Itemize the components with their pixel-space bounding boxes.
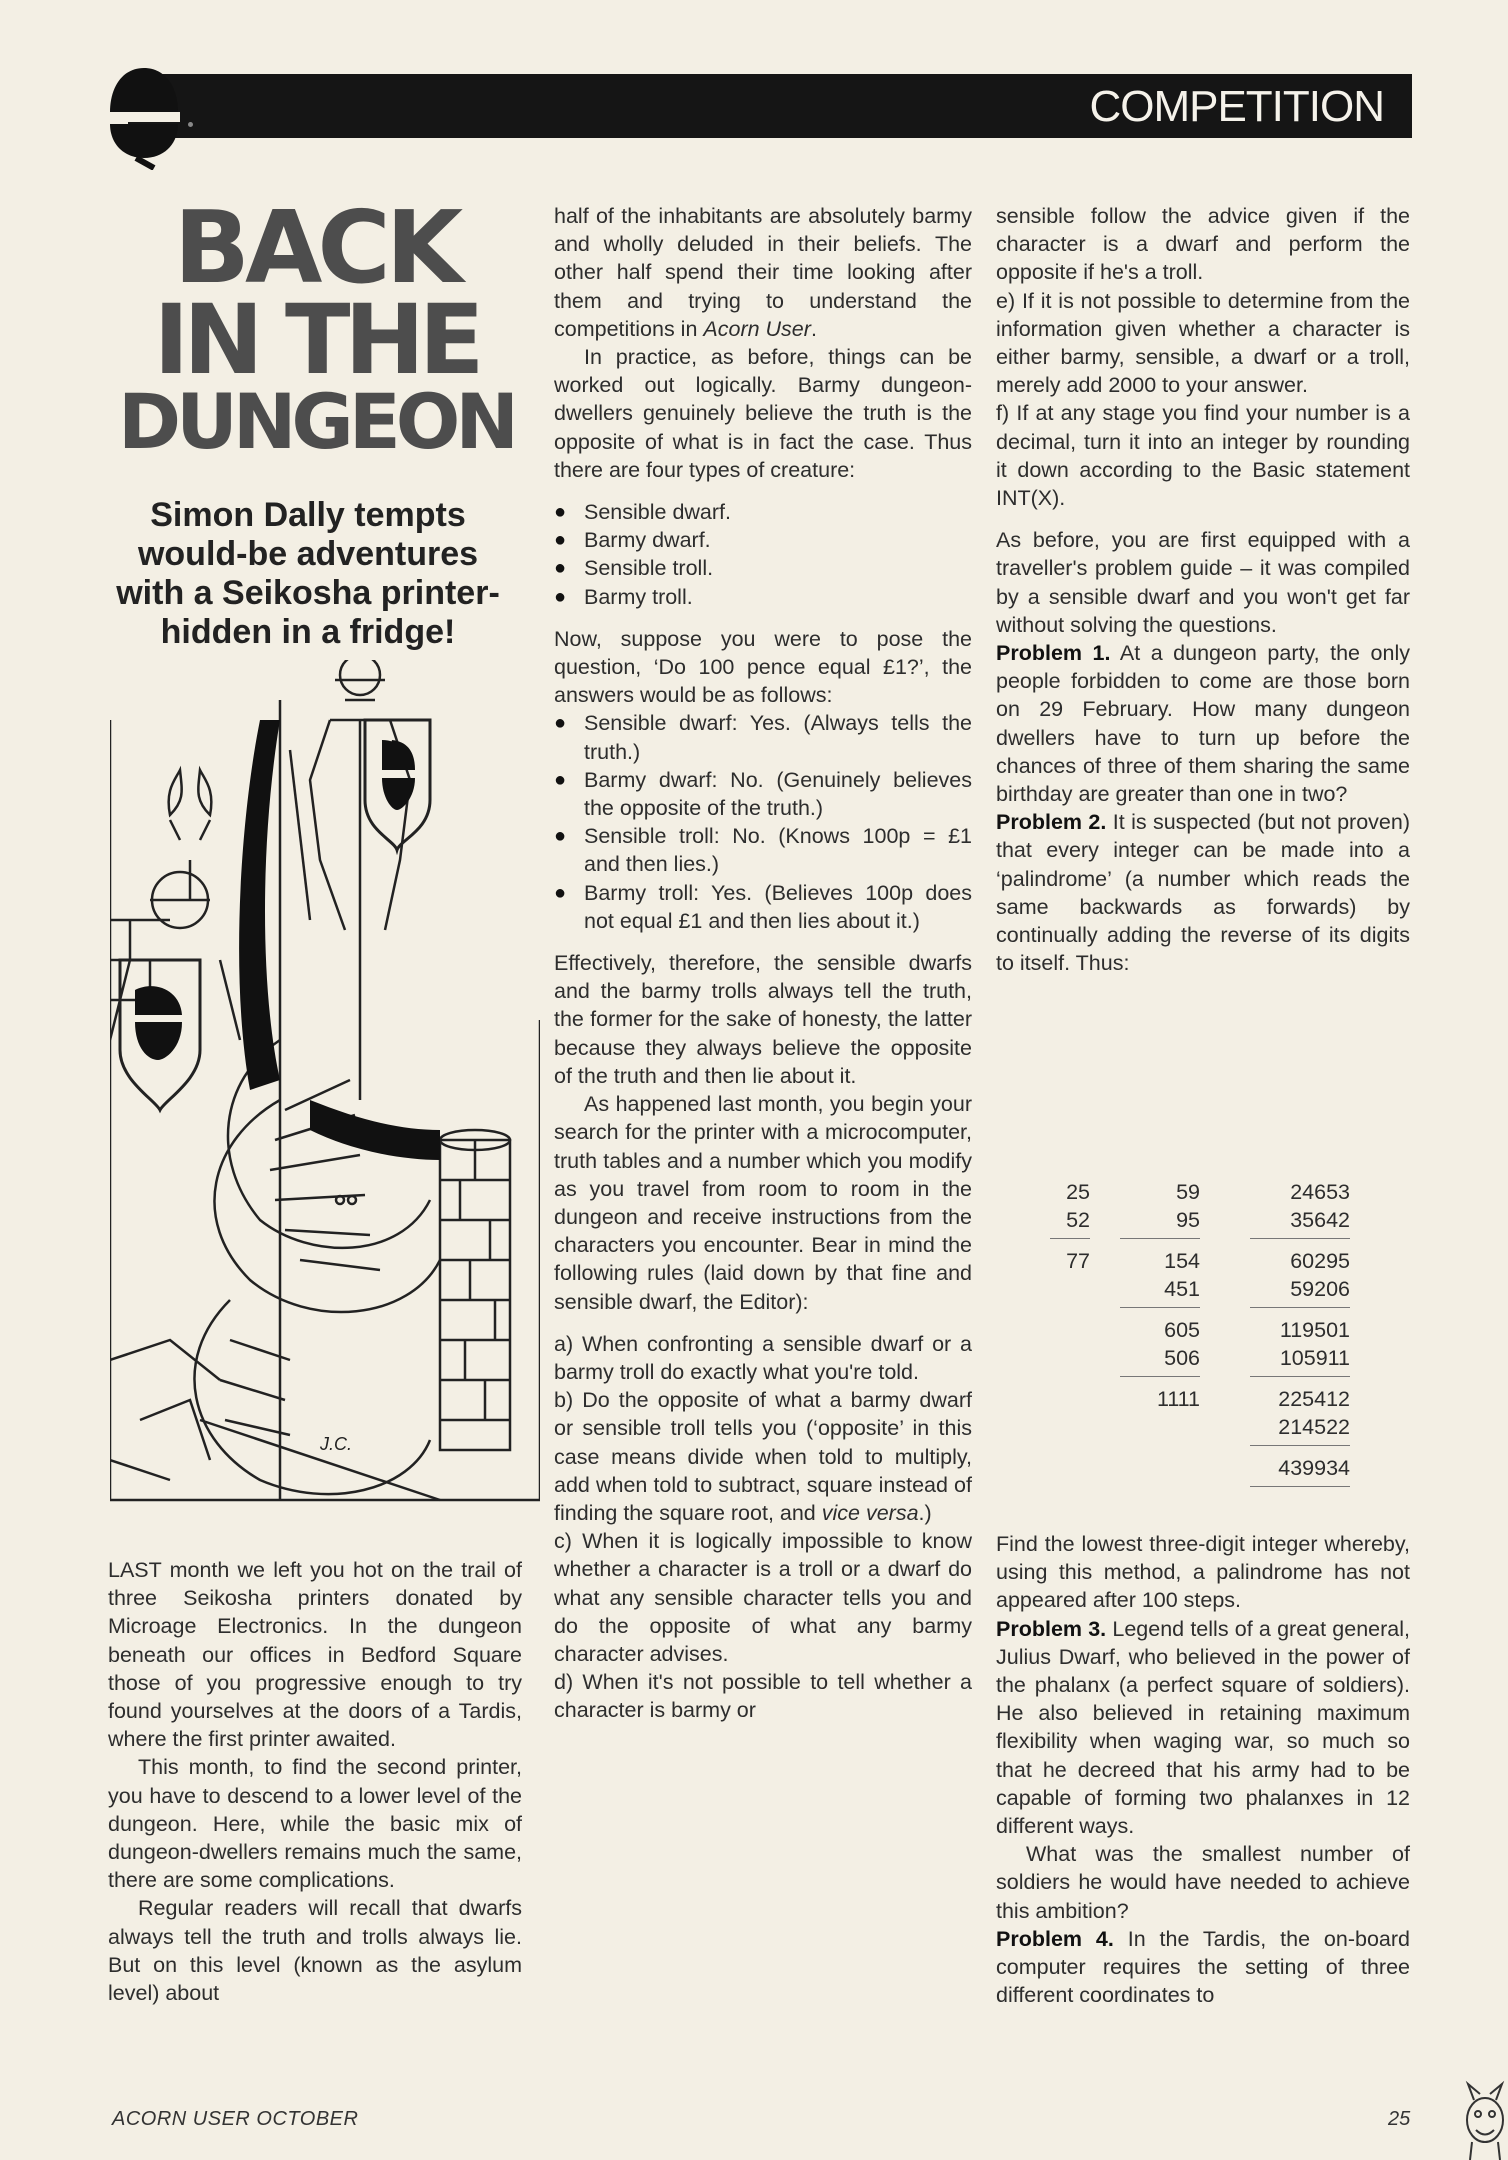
palindrome-column-a: 25 52 77 xyxy=(1050,1178,1090,1275)
answer-item: ● Barmy troll: Yes. (Believes 100p does not equal £1 and then lies about it.) xyxy=(554,879,972,935)
col1-paragraph-2: This month, to find the second printer, you have to descend to a lower level of the dungeon. Here, while the basic mix of dungeon-dwellers remains much the same, there are some complications. xyxy=(108,1755,522,1893)
rule-c: c) When it is logically impossible to know whether a character is a troll or a dwarf do what any sensible character tells you and do the opposite of what any barmy character advises. xyxy=(554,1529,972,1666)
problem-4: Problem 4. In the Tardis, the on-board computer requires the setting of three different coordinates to xyxy=(996,1926,1410,2008)
headline-line-3: DUNGEON xyxy=(118,377,514,467)
footer-issue: ACORN USER OCTOBER xyxy=(112,2108,359,2130)
col1-paragraph-1: LAST month we left you hot on the trail of three Seikosha printers donated by Microage Electronics. In the dungeon beneath our offices in Bedford Square those of you progressive enough to try found yourselves at the doors of a Tardis, where the first printer awaited. xyxy=(108,1558,522,1752)
answer-item: ● Barmy dwarf: No. (Genuinely believes the opposite of the truth.) xyxy=(554,766,972,822)
rule-b: b) Do the opposite of what a barmy dwarf or sensible troll tells you (‘opposite’ in this case means divide when told to multiply, add when told to subtract, square instead of finding the square root, and vice versa.) xyxy=(554,1388,972,1525)
rule-e: e) If it is not possible to determine from the information given whether a character is either barmy, sensible, a dwarf or a troll, merely add 2000 to your answer. xyxy=(996,288,1410,398)
article-headline xyxy=(96,189,536,467)
col2-paragraph-2: In practice, as before, things can be worked out logically. Barmy dungeon-dwellers genuinely believe the truth is the opposite of what is in fact the case. Thus there are four types of creature: xyxy=(554,345,972,482)
col2-paragraph-5: As happened last month, you begin your search for the printer with a microcomputer, truth tables and a number which you modify as you travel from room to room in the dungeon and receive instructions from the characters you encounter. Bear in mind the following rules (laid down by that fine and sensible dwarf, the Editor): xyxy=(554,1092,972,1314)
col2-paragraph-1: half of the inhabitants are absolutely barmy and wholly deluded in their beliefs. The other half spend their time looking after them and trying to understand the competitions in Acorn User. xyxy=(554,204,972,341)
standfirst: Simon Dally tempts would-be adventures with a Seikosha printer-hidden in a fridge! xyxy=(116,496,500,651)
acorn-logo-icon xyxy=(106,62,182,170)
rule-d-continued: sensible follow the advice given if the character is a dwarf and perform the opposite if he's a troll. xyxy=(996,204,1410,285)
illustration-signature: J.C. xyxy=(320,1434,353,1454)
article-column-1 xyxy=(108,1556,522,2007)
answer-item: ● Sensible troll: No. (Knows 100p = £1 and then lies.) xyxy=(554,822,972,878)
registered-dot xyxy=(188,122,193,127)
rule-f: f) If at any stage you find your number is a decimal, turn it into an integer by rounding it down according to the Basic statement INT(X). xyxy=(996,401,1410,511)
palindrome-column-c: 24653 35642 60295 59206 119501 105911 225412 214522 439934 xyxy=(1250,1178,1350,1495)
problem-3-question: What was the smallest number of soldiers he would have needed to achieve this ambition? xyxy=(996,1842,1410,1923)
after-table-paragraph: Find the lowest three-digit integer whereby, using this method, a palindrome has not appeared after 100 steps. xyxy=(996,1532,1410,1613)
article-column-3-lower xyxy=(996,1530,1410,2009)
palindrome-column-b: 59 95 154 451 605 506 1111 xyxy=(1120,1178,1200,1413)
col2-paragraph-4: Effectively, therefore, the sensible dwarfs and the barmy trolls always tell the truth, the former for the sake of honesty, the latter because they always believe the opposite of the truth and then lie about it. xyxy=(554,951,972,1088)
section-title: COMPETITION xyxy=(1089,82,1384,131)
article-column-3 xyxy=(996,202,1410,977)
creature-type-item: ● Sensible dwarf. xyxy=(554,498,972,526)
magazine-name: Acorn User xyxy=(703,316,811,341)
col2-paragraph-3: Now, suppose you were to pose the question, ‘Do 100 pence equal £1?’, the answers would be as follows: xyxy=(554,626,972,708)
page-number: 25 xyxy=(1388,2108,1411,2130)
section-header-bar xyxy=(128,74,1412,138)
creature-type-item: ● Barmy troll. xyxy=(554,583,972,611)
article-column-2 xyxy=(554,202,972,1725)
rule-d: d) When it's not possible to tell whether a character is barmy or xyxy=(554,1670,972,1723)
rule-a: a) When confronting a sensible dwarf or a barmy troll do exactly what you're told. xyxy=(554,1331,972,1384)
col1-paragraph-3: Regular readers will recall that dwarfs always tell the truth and trolls always lie. But on this level (known as the asylum level) about xyxy=(108,1896,522,2006)
problem-3: Problem 3. Legend tells of a great general, Julius Dwarf, who believed in the power of the phalanx (a perfect square of soldiers). He also believed in retaining maximum flexibility when waging war, so much so that he decreed that his army had to be capable of forming two phalanxes in 12 different ways. xyxy=(996,1616,1410,1839)
corner-devil-icon xyxy=(1462,2080,1508,2160)
headline-line-2: IN THE xyxy=(153,284,479,396)
headline-line-1: BACK xyxy=(173,189,459,306)
creature-type-item: ● Sensible troll. xyxy=(554,554,972,582)
dungeon-illustration xyxy=(110,660,540,1530)
col3-paragraph-before: As before, you are first equipped with a traveller's problem guide – it was compiled by a sensible dwarf and you won't get far without solving the questions. xyxy=(996,528,1410,637)
problem-2: Problem 2. It is suspected (but not proven) that every integer can be made into a ‘palindrome’ (a number which reads the same backwards as forwards) by continually adding the reverse of its digits to itself. Thus: xyxy=(996,810,1410,976)
answer-item: ● Sensible dwarf: Yes. (Always tells the truth.) xyxy=(554,709,972,765)
problem-1: Problem 1. At a dungeon party, the only people forbidden to come are those born on 29 February. How many dungeon dwellers have to turn up before the chances of three of them sharing the same birthday are greater than one in two? xyxy=(996,641,1410,807)
creature-type-item: ● Barmy dwarf. xyxy=(554,526,972,554)
